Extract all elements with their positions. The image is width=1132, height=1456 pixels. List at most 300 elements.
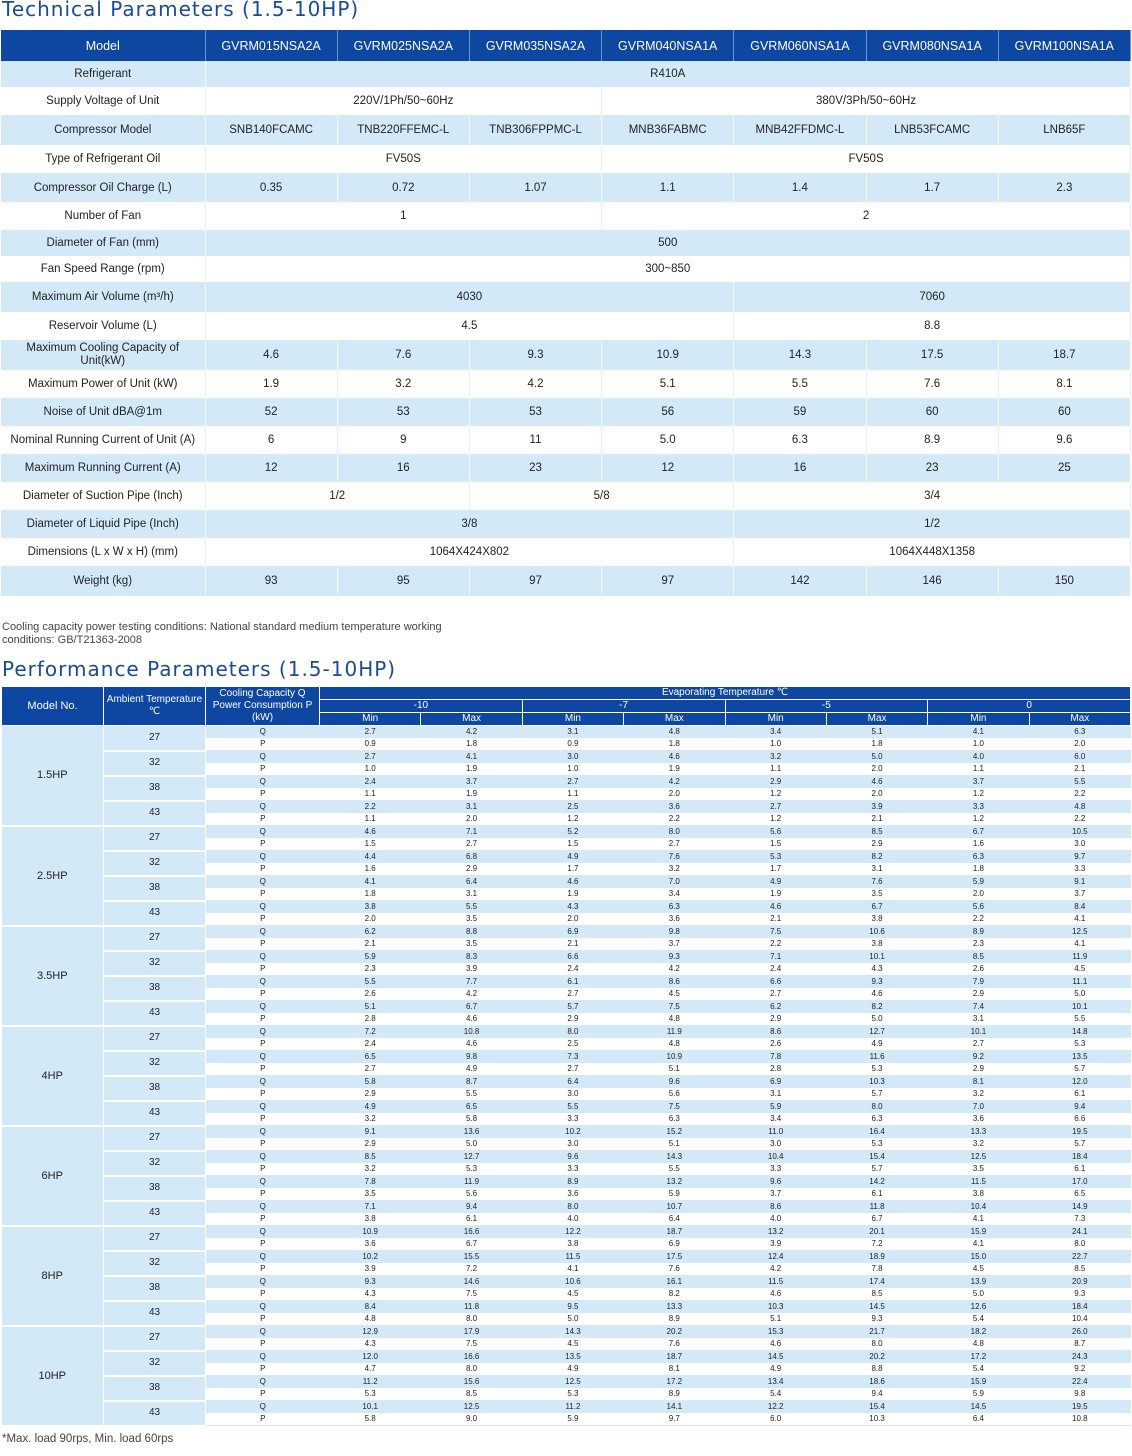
spec-value: 8.8 — [734, 312, 1131, 340]
min-header: Min — [725, 713, 826, 726]
perf-value: 6.3 — [1029, 726, 1130, 739]
perf-value: 4.5 — [1029, 963, 1130, 976]
q-p-label: P — [206, 1388, 320, 1401]
perf-value: 12.0 — [320, 1351, 421, 1364]
q-p-label: P — [206, 1088, 320, 1101]
perf-value: 5.9 — [928, 1388, 1029, 1401]
perf-value: 10.1 — [928, 1026, 1029, 1039]
perf-value: 6.7 — [421, 1001, 522, 1014]
perf-value: 4.6 — [826, 988, 927, 1001]
perf-value: 6.1 — [1029, 1163, 1130, 1176]
ambient-temp-cell: 43 — [104, 1401, 206, 1426]
perf-value: 2.9 — [928, 1063, 1029, 1076]
perf-value: 2.1 — [1029, 763, 1130, 776]
spec-value: 4030 — [205, 282, 734, 312]
perf-value: 14.1 — [624, 1401, 725, 1414]
perf-value: 14.3 — [624, 1151, 725, 1164]
perf-value: 24.3 — [1029, 1351, 1130, 1364]
perf-value: 15.4 — [826, 1151, 927, 1164]
spec-label: Noise of Unit dBA@1m — [1, 398, 205, 426]
perf-row — [2, 1176, 1131, 1189]
spec-row — [1, 312, 1131, 340]
perf-value: 6.5 — [320, 1051, 421, 1064]
model-column-header: GVRM100NSA1A — [998, 30, 1130, 61]
spec-value: 7.6 — [337, 340, 469, 370]
perf-value: 2.0 — [421, 813, 522, 826]
q-p-label: Q — [206, 826, 320, 839]
perf-row — [2, 1401, 1131, 1414]
perf-value: 3.0 — [522, 751, 623, 764]
perf-value: 10.9 — [320, 1226, 421, 1239]
perf-value: 4.3 — [320, 1338, 421, 1351]
spec-value: 25 — [998, 454, 1130, 482]
spec-row — [1, 202, 1131, 230]
perf-value: 5.0 — [826, 1013, 927, 1026]
ambient-temp-cell: 43 — [104, 1101, 206, 1126]
perf-value: 1.7 — [725, 863, 826, 876]
perf-value: 3.0 — [1029, 838, 1130, 851]
q-p-label: Q — [206, 1026, 320, 1039]
perf-value: 2.9 — [928, 988, 1029, 1001]
spec-value: 52 — [205, 398, 337, 426]
perf-value: 8.9 — [624, 1388, 725, 1401]
perf-row — [2, 1126, 1131, 1139]
performance-parameters-title: Performance Parameters (1.5-10HP) — [2, 657, 397, 681]
perf-value: 4.5 — [522, 1338, 623, 1351]
perf-value: 14.6 — [421, 1276, 522, 1289]
perf-value: 5.3 — [725, 851, 826, 864]
perf-value: 1.8 — [320, 888, 421, 901]
perf-value: 4.9 — [725, 876, 826, 889]
model-cell: 2.5HP — [2, 826, 104, 926]
perf-row — [2, 1026, 1131, 1039]
perf-value: 6.0 — [725, 1413, 826, 1426]
perf-value: 4.5 — [522, 1288, 623, 1301]
spec-value: 500 — [205, 230, 1131, 256]
q-p-label: Q — [206, 851, 320, 864]
perf-value: 1.8 — [421, 738, 522, 751]
perf-value: 11.9 — [624, 1026, 725, 1039]
spec-value: 97 — [469, 566, 601, 596]
q-p-label: Q — [206, 1176, 320, 1189]
perf-value: 2.7 — [522, 988, 623, 1001]
perf-value: 5.0 — [1029, 988, 1130, 1001]
perf-value: 7.1 — [320, 1201, 421, 1214]
perf-value: 9.8 — [421, 1051, 522, 1064]
perf-value: 15.5 — [421, 1251, 522, 1264]
spec-label: Fan Speed Range (rpm) — [1, 256, 205, 282]
perf-value: 13.2 — [624, 1176, 725, 1189]
spec-value: 1 — [205, 202, 602, 230]
model-cell: 3.5HP — [2, 926, 104, 1026]
q-p-label: Q — [206, 1076, 320, 1089]
spec-value: 7.6 — [866, 370, 998, 398]
spec-value: 9 — [337, 426, 469, 454]
perf-value: 2.7 — [320, 726, 421, 739]
perf-value: 3.9 — [826, 801, 927, 814]
perf-value: 4.2 — [421, 726, 522, 739]
perf-value: 3.2 — [320, 1113, 421, 1126]
spec-value: 7060 — [734, 282, 1131, 312]
perf-value: 12.5 — [1029, 926, 1130, 939]
perf-value: 4.4 — [320, 851, 421, 864]
perf-value: 14.5 — [826, 1301, 927, 1314]
perf-value: 4.2 — [725, 1263, 826, 1276]
model-cell: 1.5HP — [2, 726, 104, 826]
spec-value: 14.3 — [734, 340, 866, 370]
perf-value: 5.3 — [826, 1138, 927, 1151]
technical-parameters-title: Technical Parameters (1.5-10HP) — [2, 0, 360, 21]
perf-value: 7.3 — [1029, 1213, 1130, 1226]
perf-value: 1.9 — [725, 888, 826, 901]
spec-value: 60 — [998, 398, 1130, 426]
spec-row — [1, 282, 1131, 312]
perf-value: 2.2 — [1029, 788, 1130, 801]
spec-row — [1, 510, 1131, 538]
perf-value: 2.3 — [320, 963, 421, 976]
perf-value: 2.9 — [421, 863, 522, 876]
perf-value: 3.5 — [421, 938, 522, 951]
spec-value: 8.1 — [998, 370, 1130, 398]
perf-value: 1.1 — [522, 788, 623, 801]
spec-row — [1, 145, 1131, 173]
perf-value: 6.5 — [1029, 1188, 1130, 1201]
perf-value: 3.6 — [320, 1238, 421, 1251]
perf-value: 4.6 — [725, 1338, 826, 1351]
perf-value: 4.0 — [522, 1213, 623, 1226]
perf-value: 8.8 — [421, 926, 522, 939]
q-p-label: Q — [206, 1126, 320, 1139]
spec-label: Diameter of Suction Pipe (Inch) — [1, 482, 205, 510]
perf-row — [2, 926, 1131, 939]
ambient-temp-cell: 32 — [104, 1051, 206, 1076]
spec-value: 1.7 — [866, 173, 998, 202]
perf-value: 5.3 — [826, 1063, 927, 1076]
perf-value: 5.7 — [1029, 1138, 1130, 1151]
perf-value: 2.6 — [928, 963, 1029, 976]
perf-row — [2, 1251, 1131, 1264]
perf-value: 5.6 — [725, 826, 826, 839]
ambient-temp-cell: 43 — [104, 1001, 206, 1026]
perf-value: 1.9 — [421, 788, 522, 801]
perf-value: 4.6 — [826, 776, 927, 789]
perf-value: 5.3 — [1029, 1038, 1130, 1051]
perf-value: 10.4 — [725, 1151, 826, 1164]
spec-label: Refrigerant — [1, 61, 205, 87]
perf-value: 2.9 — [725, 776, 826, 789]
perf-value: 4.6 — [624, 751, 725, 764]
max-header: Max — [624, 713, 725, 726]
perf-value: 2.2 — [928, 913, 1029, 926]
perf-value: 6.2 — [320, 926, 421, 939]
perf-row — [2, 876, 1131, 889]
perf-value: 6.1 — [421, 1213, 522, 1226]
perf-value: 2.7 — [421, 838, 522, 851]
perf-value: 16.6 — [421, 1351, 522, 1364]
perf-value: 10.5 — [1029, 826, 1130, 839]
perf-value: 9.8 — [1029, 1388, 1130, 1401]
perf-value: 3.2 — [320, 1163, 421, 1176]
perf-value: 5.1 — [320, 1001, 421, 1014]
perf-value: 6.7 — [421, 1238, 522, 1251]
perf-value: 2.1 — [826, 813, 927, 826]
tech-header-row — [1, 30, 1131, 61]
q-p-label: Q — [206, 1251, 320, 1264]
perf-value: 8.9 — [624, 1313, 725, 1326]
spec-row — [1, 340, 1131, 370]
perf-value: 8.4 — [320, 1301, 421, 1314]
perf-value: 3.4 — [725, 726, 826, 739]
q-p-label: P — [206, 813, 320, 826]
perf-value: 1.0 — [320, 763, 421, 776]
spec-row — [1, 87, 1131, 115]
min-header: Min — [320, 713, 421, 726]
perf-value: 20.2 — [826, 1351, 927, 1364]
perf-value: 4.6 — [421, 1038, 522, 1051]
perf-value: 2.6 — [320, 988, 421, 1001]
perf-value: 3.0 — [725, 1138, 826, 1151]
q-p-label: Q — [206, 801, 320, 814]
perf-value: 18.9 — [826, 1251, 927, 1264]
q-p-label: Q — [206, 1201, 320, 1214]
q-p-label: P — [206, 1063, 320, 1076]
ambient-temp-cell: 27 — [104, 1126, 206, 1151]
spec-row — [1, 61, 1131, 87]
perf-row — [2, 1351, 1131, 1364]
perf-value: 5.8 — [320, 1413, 421, 1426]
perf-value: 4.6 — [522, 876, 623, 889]
spec-value: 16 — [734, 454, 866, 482]
spec-value: 6.3 — [734, 426, 866, 454]
perf-value: 3.3 — [928, 801, 1029, 814]
perf-value: 22.4 — [1029, 1376, 1130, 1389]
perf-value: 2.1 — [725, 913, 826, 926]
spec-label: Nominal Running Current of Unit (A) — [1, 426, 205, 454]
perf-value: 18.7 — [624, 1351, 725, 1364]
q-p-label: P — [206, 838, 320, 851]
spec-value: 53 — [469, 398, 601, 426]
perf-value: 10.6 — [522, 1276, 623, 1289]
perf-value: 16.6 — [421, 1226, 522, 1239]
perf-value: 1.2 — [725, 813, 826, 826]
q-p-label: Q — [206, 1401, 320, 1414]
perf-value: 12.6 — [928, 1301, 1029, 1314]
perf-value: 7.6 — [826, 876, 927, 889]
ambient-temp-header: Ambient Temperature ℃ — [104, 687, 206, 726]
q-p-label: Q — [206, 1276, 320, 1289]
spec-value: 0.72 — [337, 173, 469, 202]
perf-value: 2.3 — [928, 938, 1029, 951]
perf-value: 8.8 — [826, 1363, 927, 1376]
q-p-label: P — [206, 763, 320, 776]
perf-value: 11.8 — [826, 1201, 927, 1214]
spec-value: 1/2 — [734, 510, 1131, 538]
perf-value: 3.0 — [522, 1138, 623, 1151]
spec-label: Maximum Running Current (A) — [1, 454, 205, 482]
perf-value: 10.3 — [725, 1301, 826, 1314]
q-p-label: P — [206, 1113, 320, 1126]
perf-value: 9.4 — [826, 1388, 927, 1401]
perf-value: 9.3 — [1029, 1288, 1130, 1301]
perf-value: 3.3 — [725, 1163, 826, 1176]
q-p-label: P — [206, 1038, 320, 1051]
spec-value: 1/2 — [205, 482, 469, 510]
spec-label: Type of Refrigerant Oil — [1, 145, 205, 173]
perf-value: 3.6 — [522, 1188, 623, 1201]
spec-value: R410A — [205, 61, 1131, 87]
perf-value: 11.2 — [320, 1376, 421, 1389]
q-p-label: P — [206, 1138, 320, 1151]
ambient-temp-cell: 32 — [104, 1251, 206, 1276]
spec-label: Number of Fan — [1, 202, 205, 230]
perf-value: 8.5 — [1029, 1263, 1130, 1276]
perf-value: 3.3 — [522, 1163, 623, 1176]
perf-value: 7.5 — [624, 1101, 725, 1114]
perf-value: 3.6 — [624, 913, 725, 926]
perf-value: 6.4 — [522, 1076, 623, 1089]
perf-value: 5.9 — [725, 1101, 826, 1114]
spec-value: 1.9 — [205, 370, 337, 398]
perf-value: 1.8 — [928, 863, 1029, 876]
perf-value: 9.6 — [624, 1076, 725, 1089]
ambient-temp-cell: 32 — [104, 851, 206, 876]
perf-value: 5.6 — [624, 1088, 725, 1101]
perf-value: 2.9 — [522, 1013, 623, 1026]
spec-value: 1.1 — [602, 173, 734, 202]
spec-value: 142 — [734, 566, 866, 596]
perf-value: 2.2 — [725, 938, 826, 951]
perf-value: 4.8 — [624, 726, 725, 739]
perf-value: 15.0 — [928, 1251, 1029, 1264]
perf-value: 4.1 — [1029, 913, 1130, 926]
perf-value: 7.5 — [725, 926, 826, 939]
perf-value: 4.1 — [928, 1213, 1029, 1226]
perf-value: 18.4 — [1029, 1301, 1130, 1314]
spec-value: 5.5 — [734, 370, 866, 398]
perf-value: 8.6 — [725, 1026, 826, 1039]
q-p-label: P — [206, 1363, 320, 1376]
perf-value: 12.9 — [320, 1326, 421, 1339]
perf-row — [2, 776, 1131, 789]
perf-value: 5.5 — [320, 976, 421, 989]
perf-value: 8.3 — [421, 951, 522, 964]
perf-value: 14.2 — [826, 1176, 927, 1189]
perf-value: 6.1 — [522, 976, 623, 989]
perf-value: 7.2 — [826, 1238, 927, 1251]
perf-value: 10.8 — [421, 1026, 522, 1039]
perf-value: 2.2 — [320, 801, 421, 814]
perf-value: 4.9 — [522, 851, 623, 864]
perf-value: 10.6 — [826, 926, 927, 939]
perf-value: 2.1 — [522, 938, 623, 951]
perf-row — [2, 1301, 1131, 1314]
perf-value: 9.0 — [421, 1413, 522, 1426]
perf-value: 5.1 — [624, 1138, 725, 1151]
perf-value: 9.8 — [624, 926, 725, 939]
spec-value: FV50S — [205, 145, 602, 173]
perf-value: 9.7 — [1029, 851, 1130, 864]
perf-value: 5.0 — [522, 1313, 623, 1326]
perf-row — [2, 1201, 1131, 1214]
perf-value: 12.5 — [522, 1376, 623, 1389]
perf-value: 12.5 — [421, 1401, 522, 1414]
spec-value: 6 — [205, 426, 337, 454]
q-p-label: P — [206, 1238, 320, 1251]
perf-value: 8.0 — [624, 826, 725, 839]
perf-value: 16.1 — [624, 1276, 725, 1289]
perf-value: 10.1 — [320, 1401, 421, 1414]
perf-value: 24.1 — [1029, 1226, 1130, 1239]
perf-value: 5.1 — [826, 726, 927, 739]
perf-value: 13.5 — [522, 1351, 623, 1364]
q-p-label: P — [206, 1288, 320, 1301]
perf-value: 7.8 — [826, 1263, 927, 1276]
spec-value: TNB220FFEMC-L — [337, 115, 469, 145]
perf-value: 9.7 — [624, 1413, 725, 1426]
perf-value: 5.7 — [826, 1163, 927, 1176]
perf-value: 13.5 — [1029, 1051, 1130, 1064]
perf-row — [2, 1226, 1131, 1239]
perf-value: 2.4 — [320, 776, 421, 789]
perf-value: 3.7 — [421, 776, 522, 789]
q-p-label: Q — [206, 926, 320, 939]
perf-value: 18.6 — [826, 1376, 927, 1389]
perf-value: 1.6 — [928, 838, 1029, 851]
perf-value: 15.2 — [624, 1126, 725, 1139]
spec-value: 12 — [205, 454, 337, 482]
perf-value: 5.4 — [928, 1363, 1029, 1376]
load-footnote: *Max. load 90rps, Min. load 60rps — [2, 1433, 174, 1445]
perf-value: 3.5 — [928, 1163, 1029, 1176]
perf-value: 4.1 — [928, 726, 1029, 739]
perf-row — [2, 751, 1131, 764]
spec-value: 4.2 — [469, 370, 601, 398]
perf-value: 1.2 — [725, 788, 826, 801]
perf-value: 6.3 — [624, 901, 725, 914]
spec-label: Dimensions (L x W x H) (mm) — [1, 538, 205, 566]
perf-value: 3.5 — [320, 1188, 421, 1201]
perf-row — [2, 976, 1131, 989]
spec-row — [1, 566, 1131, 596]
q-p-label: P — [206, 1213, 320, 1226]
perf-value: 10.1 — [826, 951, 927, 964]
perf-value: 12.5 — [928, 1151, 1029, 1164]
spec-value: 5.0 — [602, 426, 734, 454]
perf-value: 2.8 — [725, 1063, 826, 1076]
perf-value: 3.5 — [826, 888, 927, 901]
spec-value: 12 — [602, 454, 734, 482]
perf-value: 8.7 — [1029, 1338, 1130, 1351]
q-p-header: Cooling Capacity Q Power Consumption P (kW) — [206, 687, 320, 726]
spec-label: Maximum Power of Unit (kW) — [1, 370, 205, 398]
perf-value: 6.4 — [624, 1213, 725, 1226]
perf-value: 5.7 — [1029, 1063, 1130, 1076]
perf-value: 0.9 — [522, 738, 623, 751]
perf-value: 4.2 — [624, 776, 725, 789]
q-p-label: Q — [206, 901, 320, 914]
ambient-temp-cell: 27 — [104, 726, 206, 751]
perf-value: 1.8 — [624, 738, 725, 751]
performance-parameters-table — [1, 686, 1131, 1427]
ambient-temp-cell: 32 — [104, 1151, 206, 1176]
q-p-label: P — [206, 788, 320, 801]
model-column-header: GVRM080NSA1A — [866, 30, 998, 61]
evap-temp-cell: -7 — [522, 700, 725, 713]
perf-value: 6.8 — [421, 851, 522, 864]
perf-value: 14.5 — [928, 1401, 1029, 1414]
perf-value: 15.9 — [928, 1226, 1029, 1239]
perf-value: 8.5 — [421, 1388, 522, 1401]
